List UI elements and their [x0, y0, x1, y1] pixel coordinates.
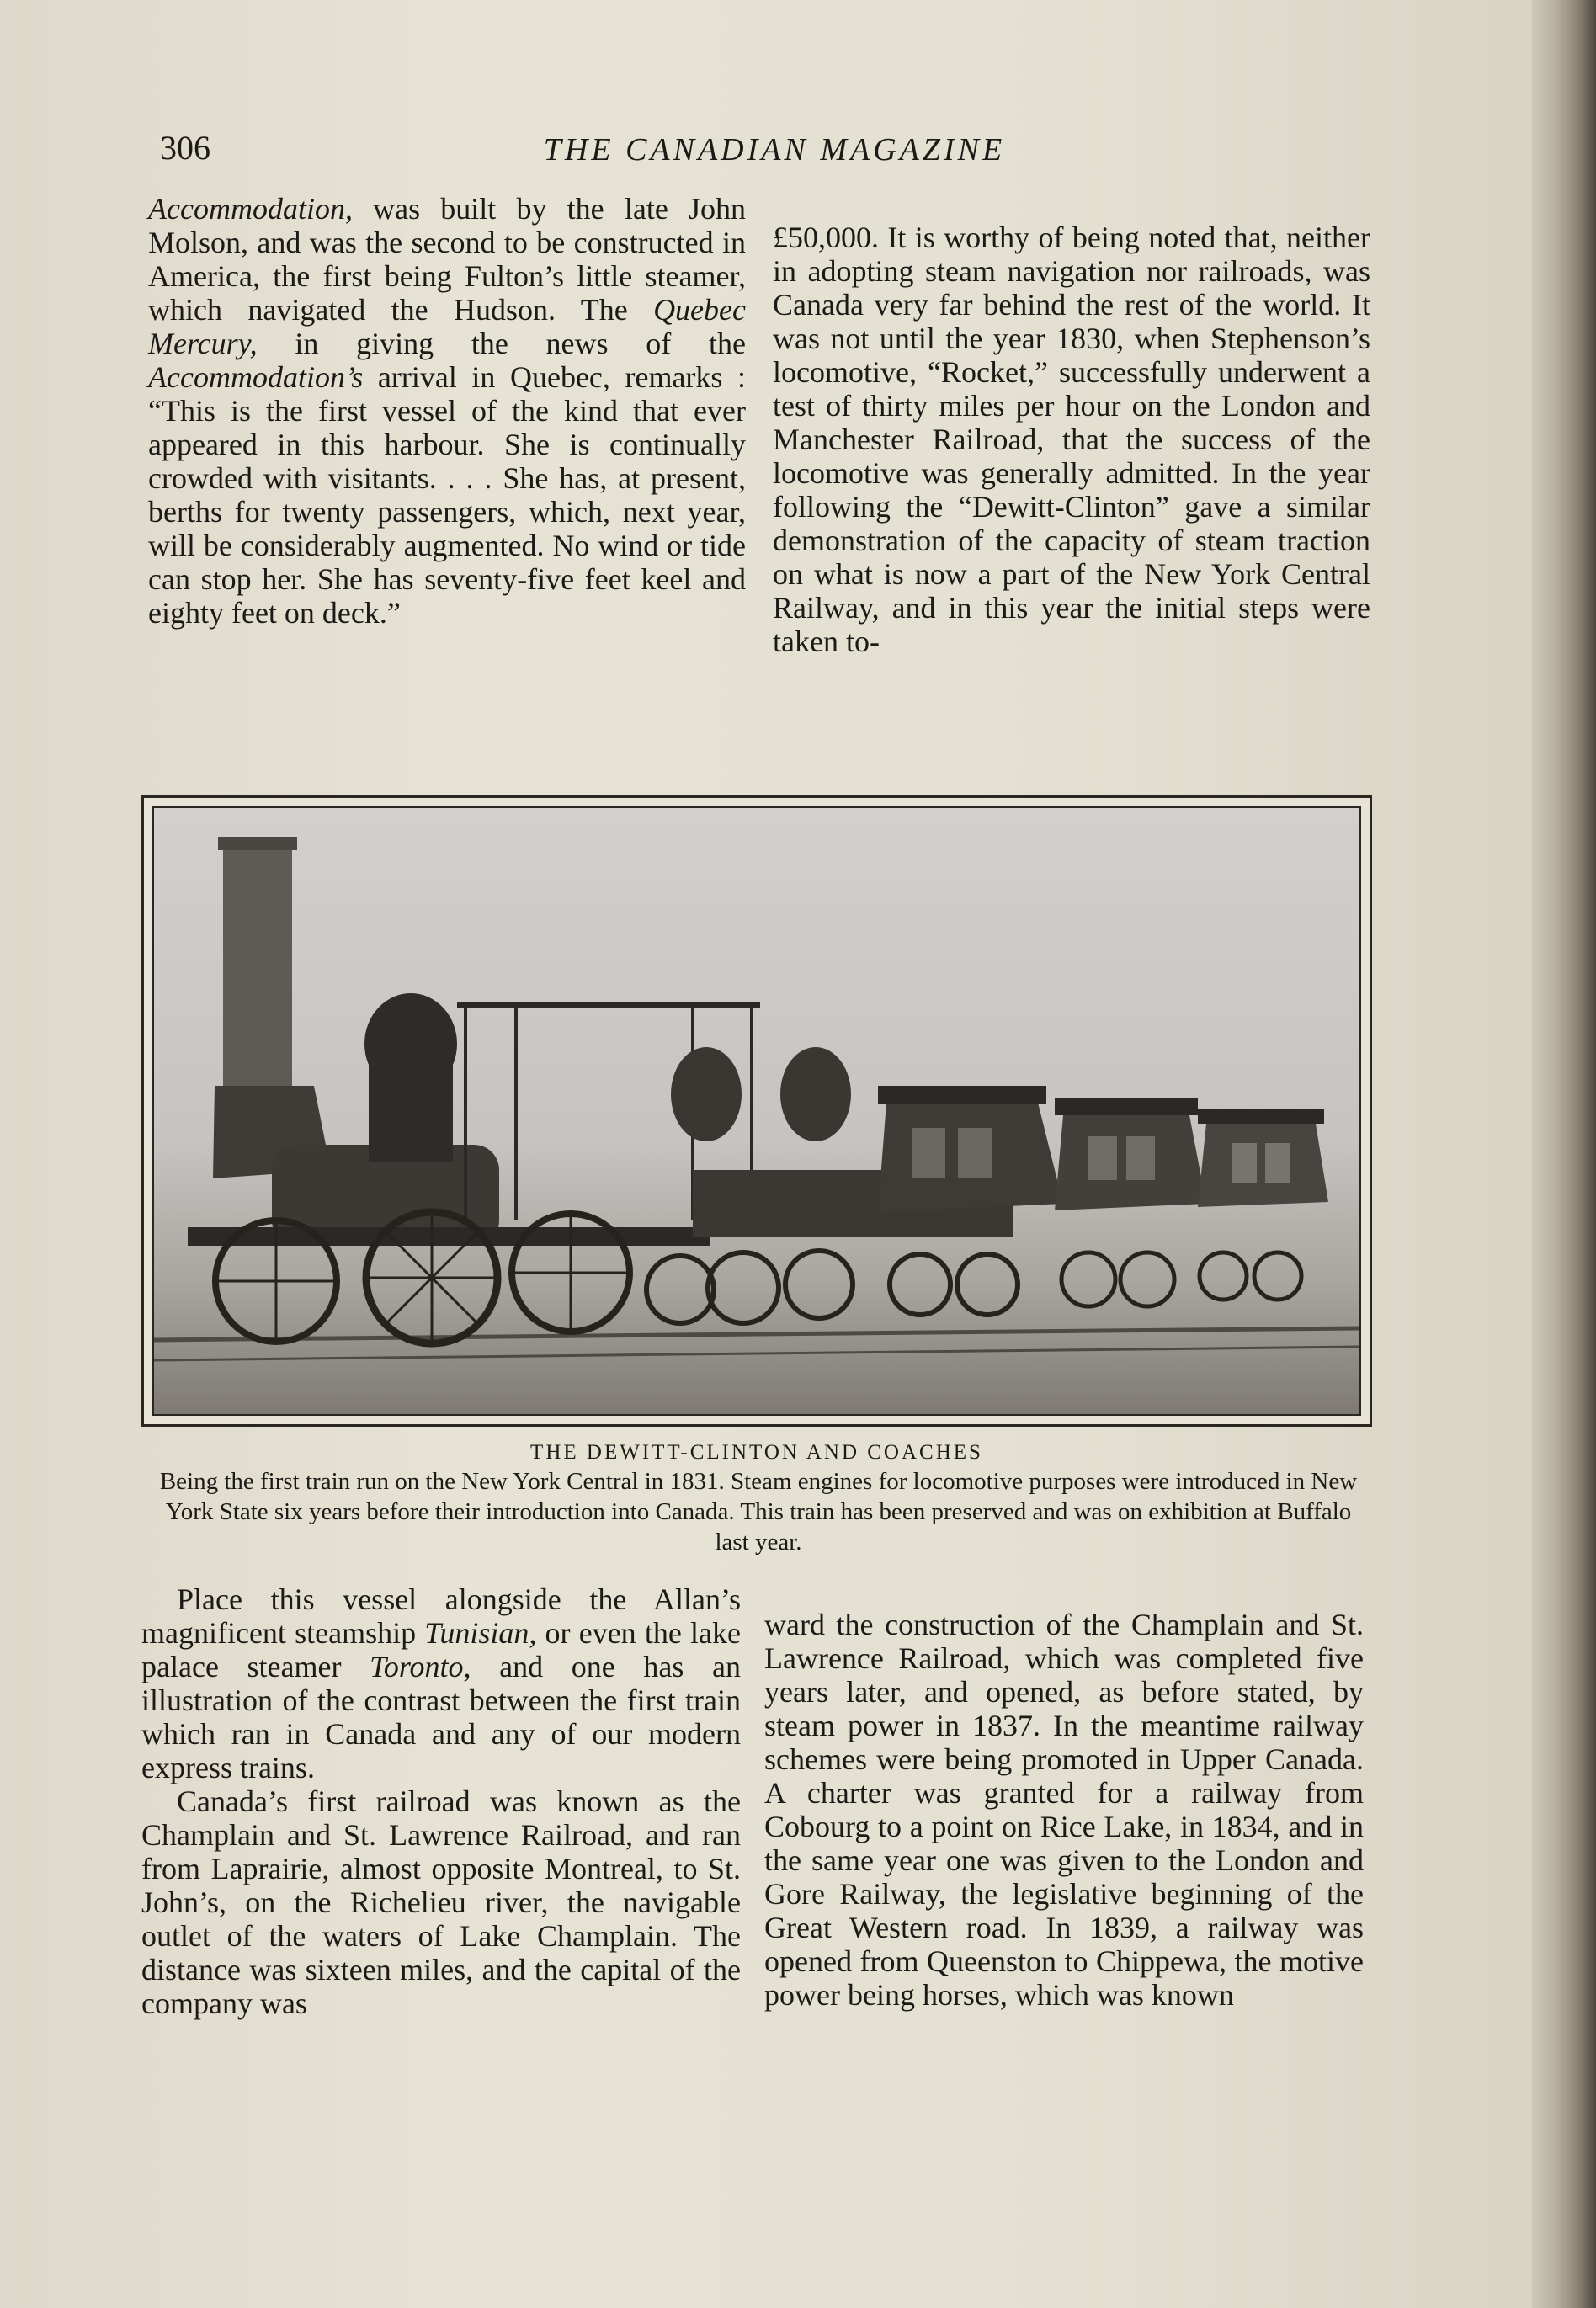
italic-ship-name: Tunisian,	[424, 1616, 537, 1650]
column-top-left	[148, 192, 746, 630]
italic-ship-name: Accommodation’s	[148, 360, 364, 394]
text-run: arrival in Quebec, remarks : “This is the first vessel of the kind that ever appeared in this harbour. She is continually crowded with visitants. . . . She has, at present, berths for twenty passengers, which, next year, will be considerably augmented. No wind or tide can stop her. She has seventy-five feet keel and eighty feet on deck.”	[148, 360, 746, 630]
text-run: was built by the late John Molson, and was the second to be constructed in America, the first being Fulton’s little steamer, which navigated the Hudson. The	[148, 192, 746, 327]
page-binding-edge	[1532, 0, 1596, 2308]
column-bottom-right	[764, 1608, 1364, 2012]
figure-frame	[141, 795, 1372, 1427]
paragraph	[148, 192, 746, 630]
column-bottom-left	[141, 1582, 741, 2020]
paragraph	[141, 1582, 741, 1784]
italic-ship-name: Accommodation,	[148, 192, 353, 226]
paragraph: £50,000. It is worthy of being noted that, neither in adopting steam navigation nor railroads, was Canada very far behind the rest of the world. It was not until the year 1830, when Stephenson’s locomotive, “Rocket,” successfully underwent a test of thirty miles per hour on the London and Manchester Railroad, that the success of the locomotive was generally admitted. In the year following the “Dewitt-Clinton” gave a similar demonstration of the capacity of steam traction on what is now a part of the New York Central Railway, and in this year the initial steps were taken to-	[773, 221, 1370, 658]
italic-newspaper-name: Quebec Mercury,	[148, 293, 746, 360]
italic-ship-name: Toronto,	[370, 1650, 471, 1683]
text-run: or even the lake palace steamer	[141, 1616, 741, 1683]
column-top-right	[773, 221, 1370, 658]
figure-caption: Being the first train run on the New York Central in 1831. Steam engines for locomotive purposes were introduced in New York State six years before their introduction into Canada. This train has been preserved and was on exhibition at Buffalo last year.	[159, 1468, 1358, 1556]
text-run: in giving the news of the	[257, 327, 746, 360]
text-run: and one has an illustration of the contrast between the first train which ran in Canada and any of our modern express trains.	[141, 1650, 741, 1784]
train-photograph	[152, 806, 1361, 1416]
page-number: 306	[160, 129, 210, 167]
figure-caption-title: THE DEWITT-CLINTON AND COACHES	[530, 1441, 983, 1464]
running-title: THE CANADIAN MAGAZINE	[543, 132, 1006, 168]
page-header	[152, 118, 1397, 185]
text-run: Place this vessel alongside the Allan’s magnificent steamship	[141, 1582, 741, 1650]
paragraph: Canada’s first railroad was known as the Champlain and St. Lawrence Railroad, and ran from Laprairie, almost opposite Montreal, to St. John’s, on the Richelieu river, the navigable outlet of the waters of Lake Champlain. The distance was sixteen miles, and the capital of the company was	[141, 1784, 741, 2020]
paragraph: ward the construction of the Champlain and St. Lawrence Railroad, which was completed five years later, and opened, as before stated, by steam power in 1837. In the meantime railway schemes were being promoted in Upper Canada. A charter was granted for a railway from Cobourg to a point on Rice Lake, in 1834, and in the same year one was given to the London and Gore Railway, the legislative beginning of the Great Western road. In 1839, a railway was opened from Queenston to Chippewa, the motive power being horses, which was known	[764, 1608, 1364, 2012]
